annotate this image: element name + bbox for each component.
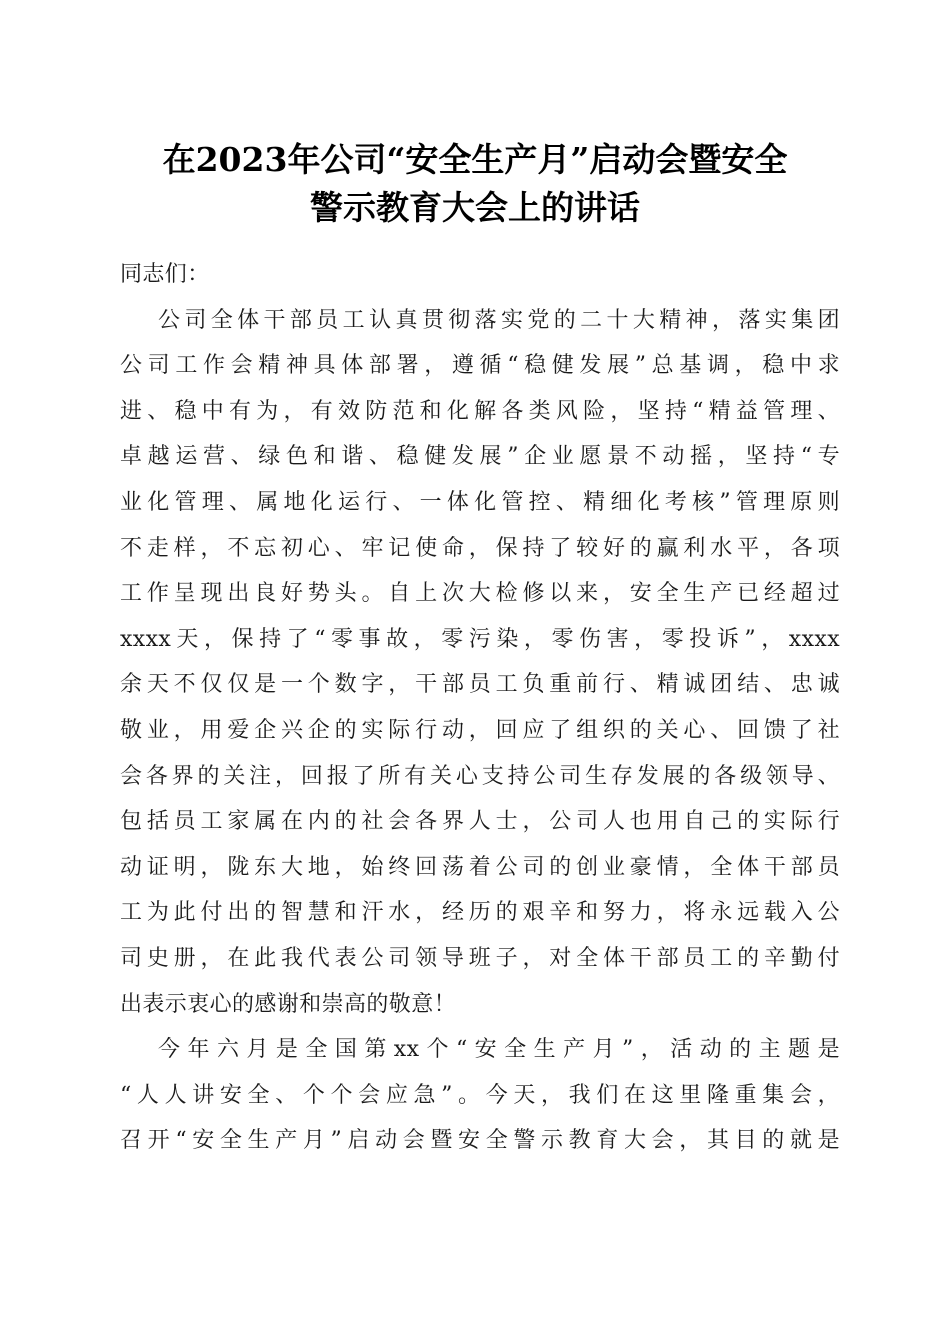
paragraph-line: 进、稳中有为，有效防范和化解各类风险，坚持“精益管理、 <box>120 398 840 424</box>
paragraph-2 <box>120 1027 840 1164</box>
paragraph-line: 司史册，在此我代表公司领导班子，对全体干部员工的辛勤付 <box>120 945 840 971</box>
paragraph-line: 工作呈现出良好势头。自上次大检修以来，安全生产已经超过 <box>120 581 840 607</box>
paragraph-line: 敬业，用爱企兴企的实际行动，回应了组织的关心、回馈了社 <box>120 717 840 743</box>
paragraph-line: 动证明，陇东大地，始终回荡着公司的创业豪情，全体干部员 <box>120 854 840 880</box>
paragraph-line: 出表示衷心的感谢和崇高的敬意！ <box>120 991 457 1017</box>
paragraph-line: 工为此付出的智慧和汗水，经历的艰辛和努力，将永远载入公 <box>120 900 840 926</box>
paragraph-line: xxxx天，保持了“零事故，零污染，零伤害，零投诉”，xxxx <box>120 626 840 652</box>
paragraph-line: 今年六月是全国第xx个“安全生产月”，活动的主题是 <box>158 1037 840 1063</box>
paragraph-line: 会各界的关注，回报了所有关心支持公司生存发展的各级领导、 <box>120 763 840 789</box>
paragraph-line: 公司工作会精神具体部署，遵循“稳健发展”总基调，稳中求 <box>120 353 840 379</box>
paragraph-line: 召开“安全生产月”启动会暨安全警示教育大会，其目的就是 <box>120 1128 840 1154</box>
paragraph-line: 余天不仅仅是一个数字，干部员工负重前行、精诚团结、忠诚 <box>120 672 840 698</box>
paragraph-line: 公司全体干部员工认真贯彻落实党的二十大精神，落实集团 <box>158 307 840 333</box>
paragraph-line: 包括员工家属在内的社会各界人士，公司人也用自己的实际行 <box>120 809 840 835</box>
document-body <box>120 252 840 1164</box>
paragraph-line: 不走样，不忘初心、牢记使命，保持了较好的赢利水平，各项 <box>120 535 840 561</box>
salutation: 同志们： <box>120 262 210 287</box>
paragraph-line: “人人讲安全、个个会应急”。今天，我们在这里隆重集会， <box>120 1082 840 1108</box>
paragraph-1 <box>120 298 840 1028</box>
paragraph-line: 业化管理、属地化运行、一体化管控、精细化考核”管理原则 <box>120 489 840 515</box>
paragraph-line: 卓越运营、绿色和谐、稳健发展”企业愿景不动摇，坚持“专 <box>120 444 840 470</box>
document-title-line-1: 在2023年公司“安全生产月”启动会暨安全 <box>162 140 788 179</box>
document-title-line-2: 警示教育大会上的讲话 <box>310 188 640 227</box>
